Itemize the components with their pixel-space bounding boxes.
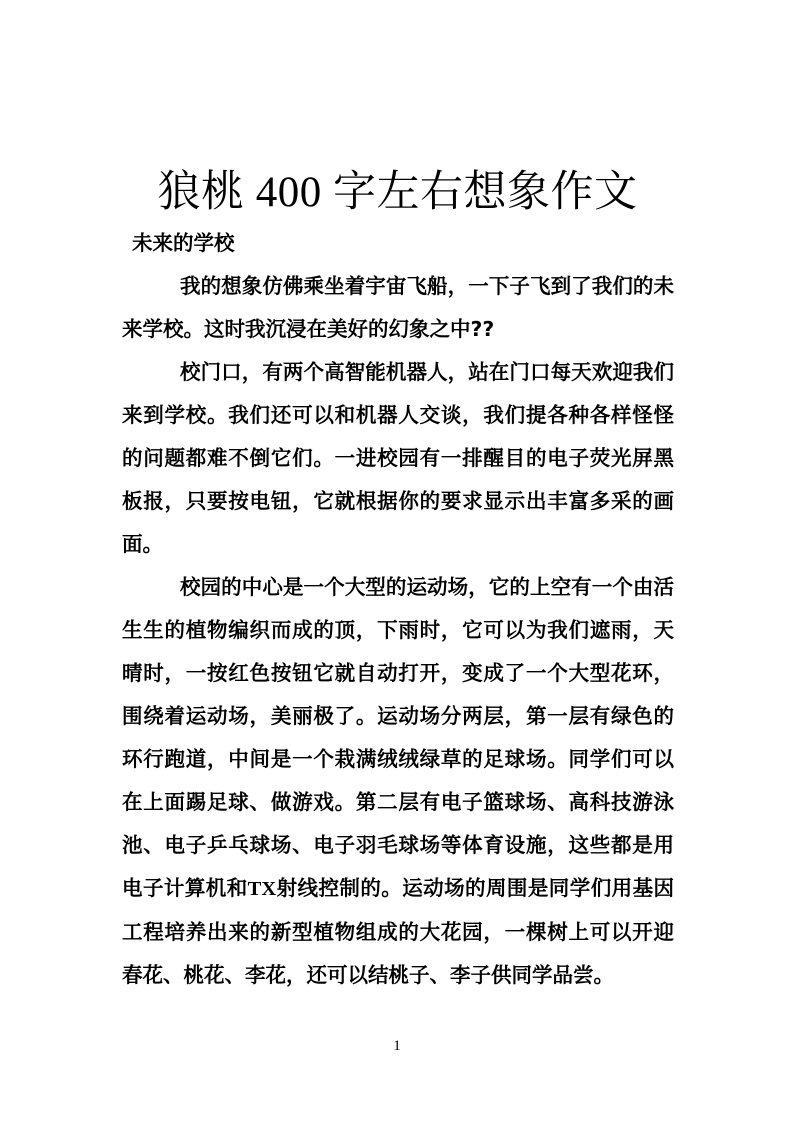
paragraph-3-text-b: 射线控制的。运动场的周围是同学们用基因工程培养出来的新型植物组成的大花园，一棵树上可以开迎春花、桃花、李花，还可以结桃子、李子供同学品尝。: [122, 876, 675, 987]
page-title: 狼桃 400 字左右想象作文: [157, 168, 638, 216]
paragraph-3: [122, 566, 674, 997]
paragraph-3-latin-term: TX: [247, 878, 277, 900]
paragraph-3-text-a: 校园的中心是一个大型的运动场，它的上空有一个由活生生的植物编织而成的顶，下雨时，它可以为我们遮雨，天晴时，一按红色按钮它就自动打开，变成了一个大型花环，围绕着运动场，美丽极了。运动场分两层，第一层有绿色的环行跑道，中间是一个栽满绒绒绿草的足球场。同学们可以在上面踢足球、做游戏。第二层有电子篮球场、高科技游泳池、电子乒乓球场、电子羽毛球场等体育设施，这些都是用电子计算机和: [122, 575, 674, 900]
section-subheading: 未来的学校: [132, 231, 235, 255]
footer-page-number: 1: [393, 1038, 401, 1054]
paragraph-2: 校门口，有两个高智能机器人，站在门口每天欢迎我们来到学校。我们还可以和机器人交谈，我们提各种各样怪怪的问题都难不倒它们。一进校园有一排醒目的电子荧光屏黑板报，只要按电钮，它就根据你的要求显示出丰富多采的画面。: [122, 360, 674, 556]
document-body: [122, 222, 674, 997]
paragraph-1: 我的想象仿佛乘坐着宇宙飞船，一下子飞到了我们的未来学校。这时我沉浸在美好的幻象之中??: [122, 274, 674, 341]
